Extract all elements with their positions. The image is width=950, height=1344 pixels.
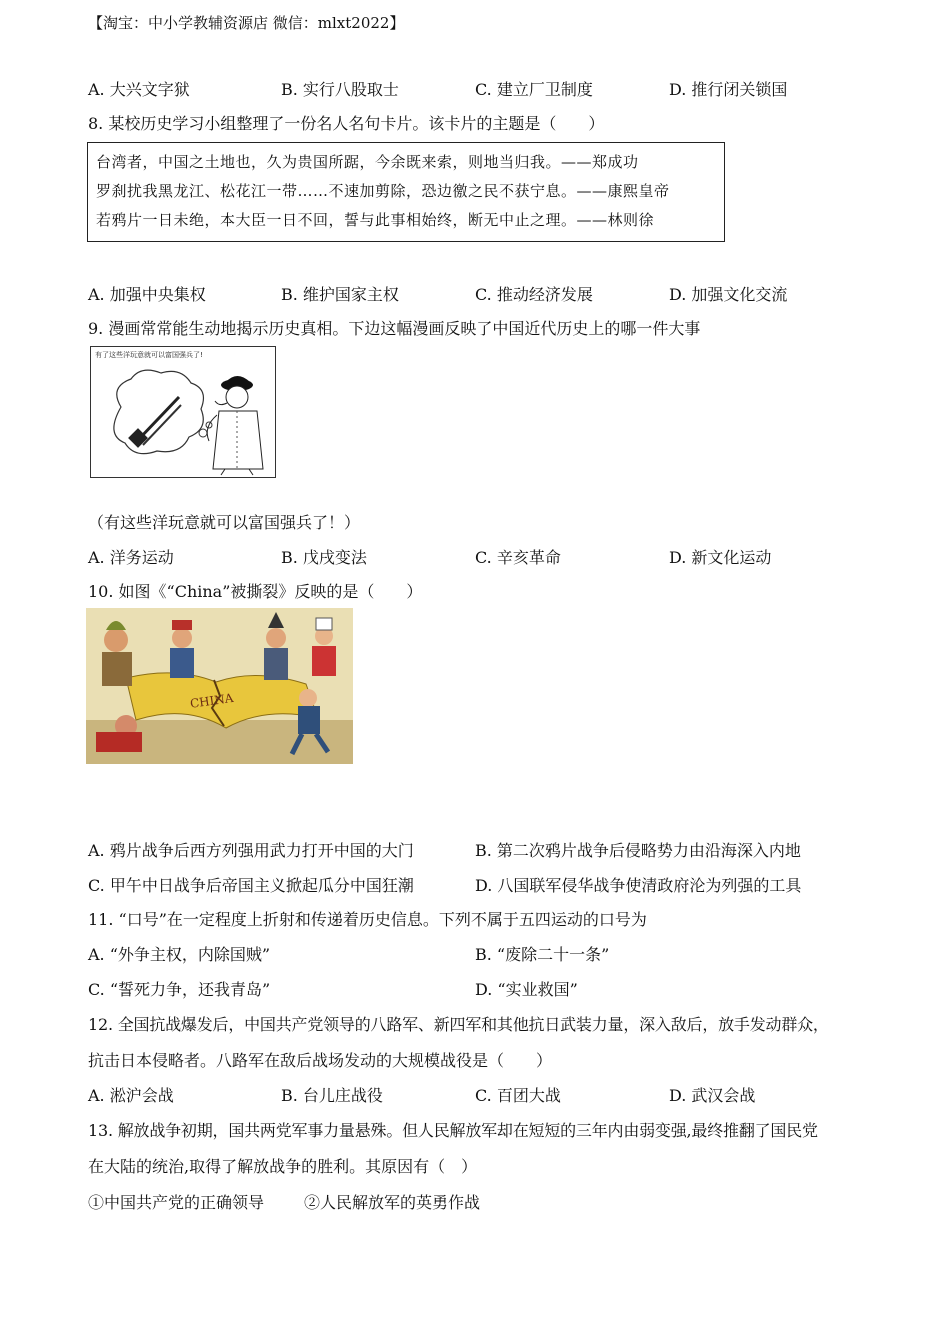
- yangwu-cartoon-image: [90, 346, 276, 478]
- q11-option-b: B. “废除二十一条”: [475, 945, 610, 964]
- q9-option-c: C. 辛亥革命: [475, 548, 561, 567]
- q13-stem-line1: 13. 解放战争初期，国共两党军事力量悬殊。但人民解放军却在短短的三年内由弱变强,最终推翻了国民党: [88, 1121, 818, 1140]
- q13-reason-2: ②人民解放军的英勇作战: [304, 1193, 481, 1212]
- q12-option-d: D. 武汉会战: [669, 1086, 756, 1105]
- q9-option-a: A. 洋务运动: [88, 548, 174, 567]
- q12-option-a: A. 淞沪会战: [88, 1086, 174, 1105]
- q10-option-b: B. 第二次鸦片战争后侵略势力由沿海深入内地: [475, 841, 801, 860]
- quote-line-3: 若鸦片一日未绝，本大臣一日不回，誓与此事相始终，断无中止之理。——林则徐: [96, 211, 655, 229]
- q12-stem-line1: 12. 全国抗战爆发后，中国共产党领导的八路军、新四军和其他抗日武装力量，深入敌后，放手发动群众，: [88, 1015, 829, 1034]
- page-header: 【淘宝：中小学教辅资源店 微信：mlxt2022】: [88, 14, 405, 32]
- q12-option-c: C. 百团大战: [475, 1086, 561, 1105]
- q12-option-b: B. 台儿庄战役: [281, 1086, 383, 1105]
- china-torn-cartoon-image: [86, 608, 353, 764]
- q12-stem-line2: 抗击日本侵略者。八路军在敌后战场发动的大规模战役是（ ）: [88, 1051, 553, 1070]
- q10-option-a: A. 鸦片战争后西方列强用武力打开中国的大门: [88, 841, 414, 860]
- quote-card: [87, 142, 725, 242]
- figure-2: [170, 620, 194, 678]
- q8-option-a: A. 加强中央集权: [88, 285, 206, 304]
- q13-reason-1: ①中国共产党的正确领导: [88, 1193, 265, 1212]
- q11-option-a: A. “外争主权，内除国贼”: [88, 945, 271, 964]
- q7-option-d: D. 推行闭关锁国: [669, 80, 788, 99]
- q11-stem: 11. “口号”在一定程度上折射和传递着历史信息。下列不属于五四运动的口号为: [88, 910, 647, 929]
- q9-option-b: B. 戊戌变法: [281, 548, 367, 567]
- q11-option-c: C. “誓死力争，还我青岛”: [88, 980, 271, 999]
- q8-option-b: B. 维护国家主权: [281, 285, 399, 304]
- q8-option-c: C. 推动经济发展: [475, 285, 593, 304]
- q11-option-d: D. “实业救国”: [475, 980, 578, 999]
- q10-stem: 10. 如图《“China”被撕裂》反映的是（ ）: [88, 582, 423, 601]
- q9-option-d: D. 新文化运动: [669, 548, 772, 567]
- q7-option-b: B. 实行八股取士: [281, 80, 399, 99]
- q9-caption: （有这些洋玩意就可以富国强兵了！）: [88, 513, 361, 532]
- cloth-text: CHINA: [189, 690, 235, 711]
- figure-right: [312, 618, 336, 676]
- q8-option-d: D. 加强文化交流: [669, 285, 788, 304]
- quote-line-1: 台湾者，中国之土地也，久为贵国所踞，今余既来索，则地当归我。——郑成功: [96, 153, 639, 171]
- q10-option-c: C. 甲午中日战争后帝国主义掀起瓜分中国狂潮: [88, 876, 414, 895]
- q7-option-a: A. 大兴文字狱: [88, 80, 190, 99]
- cartoon-speech-text: 有了这些洋玩意就可以富国强兵了!: [95, 351, 203, 359]
- q13-stem-line2: 在大陆的统治,取得了解放战争的胜利。其原因有（ ）: [88, 1157, 478, 1176]
- q10-option-d: D. 八国联军侵华战争使清政府沦为列强的工具: [475, 876, 802, 895]
- q8-stem: 8. 某校历史学习小组整理了一份名人名句卡片。该卡片的主题是（ ）: [88, 114, 605, 133]
- q7-option-c: C. 建立厂卫制度: [475, 80, 593, 99]
- quote-line-2: 罗刹扰我黑龙江、松花江一带……不速加剪除，恐边徼之民不获宁息。——康熙皇帝: [96, 182, 670, 200]
- q9-stem: 9. 漫画常常能生动地揭示历史真相。下边这幅漫画反映了中国近代历史上的哪一件大事: [88, 319, 701, 338]
